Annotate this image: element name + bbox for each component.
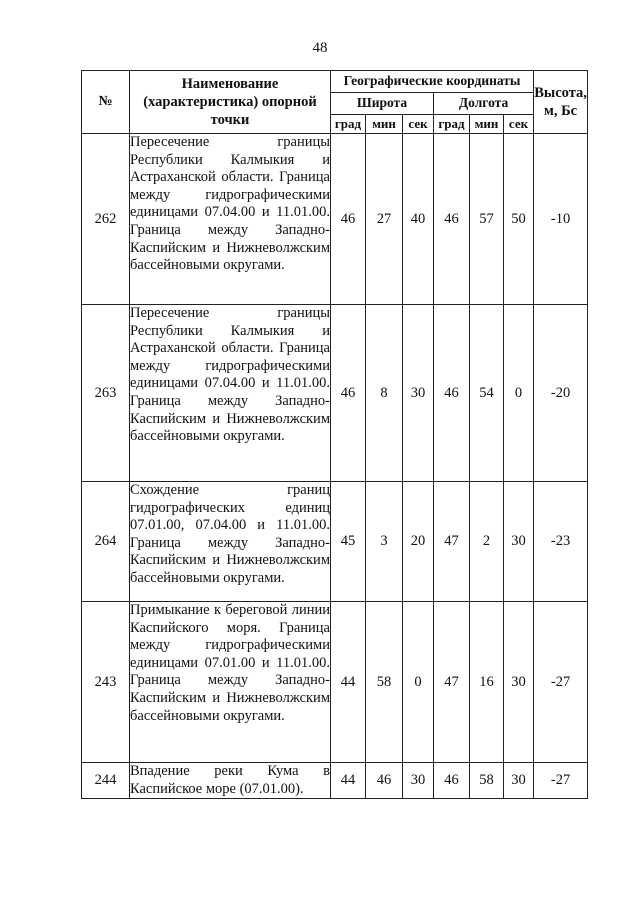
header-longitude: Долгота: [434, 93, 534, 115]
lon-sec: 50: [504, 134, 534, 305]
header-lat-deg: град: [331, 115, 366, 134]
header-number: №: [82, 71, 130, 134]
lon-deg: 47: [434, 482, 470, 602]
lat-min: 46: [366, 763, 403, 799]
header-geo-coordinates: Географические координаты: [331, 71, 534, 93]
lat-sec: 30: [403, 305, 434, 482]
lat-min: 3: [366, 482, 403, 602]
lat-sec: 40: [403, 134, 434, 305]
header-lon-sec: сек: [504, 115, 534, 134]
lon-deg: 46: [434, 763, 470, 799]
lat-sec: 30: [403, 763, 434, 799]
table-row: [82, 602, 588, 763]
row-name: Пересечение границы Республики Калмыкия и Астраханской области. Граница между гидрографическими единицами 07.04.00 и 11.01.00. Граница между Западно-Каспийским и Нижневолжским бассейновыми округами.: [130, 134, 331, 305]
lat-deg: 46: [331, 134, 366, 305]
lat-deg: 44: [331, 602, 366, 763]
lon-min: 57: [470, 134, 504, 305]
row-number: 243: [82, 602, 130, 763]
lon-deg: 47: [434, 602, 470, 763]
lat-min: 58: [366, 602, 403, 763]
height-value: -23: [534, 482, 588, 602]
coordinates-table: [81, 70, 588, 799]
row-number: 263: [82, 305, 130, 482]
lon-sec: 30: [504, 482, 534, 602]
header-latitude: Широта: [331, 93, 434, 115]
table-row: [82, 482, 588, 602]
lon-min: 16: [470, 602, 504, 763]
lat-min: 27: [366, 134, 403, 305]
lon-deg: 46: [434, 134, 470, 305]
table-row: [82, 763, 588, 799]
header-height: Высота, м, Бс: [534, 71, 588, 134]
lat-sec: 0: [403, 602, 434, 763]
lon-min: 2: [470, 482, 504, 602]
row-number: 244: [82, 763, 130, 799]
lon-sec: 0: [504, 305, 534, 482]
lon-sec: 30: [504, 602, 534, 763]
row-number: 262: [82, 134, 130, 305]
header-lat-min: мин: [366, 115, 403, 134]
lat-min: 8: [366, 305, 403, 482]
row-name: Примыкание к береговой линии Каспийского моря. Граница между гидрографическими единицами 07.01.00 и 11.01.00. Граница между Западно-Каспийским и Нижневолжским бассейновыми округами.: [130, 602, 331, 763]
height-value: -27: [534, 763, 588, 799]
height-value: -10: [534, 134, 588, 305]
lat-deg: 44: [331, 763, 366, 799]
lon-deg: 46: [434, 305, 470, 482]
header-lat-sec: сек: [403, 115, 434, 134]
lon-min: 54: [470, 305, 504, 482]
row-name: Пересечение границы Республики Калмыкия и Астраханской области. Граница между гидрографическими единицами 07.04.00 и 11.01.00. Граница между Западно-Каспийским и Нижневолжским бассейновыми округами.: [130, 305, 331, 482]
header-name: Наименование (характеристика) опорной точки: [130, 71, 331, 134]
height-value: -20: [534, 305, 588, 482]
table-row: [82, 305, 588, 482]
lat-sec: 20: [403, 482, 434, 602]
header-lon-deg: град: [434, 115, 470, 134]
row-number: 264: [82, 482, 130, 602]
lat-deg: 45: [331, 482, 366, 602]
lon-sec: 30: [504, 763, 534, 799]
height-value: -27: [534, 602, 588, 763]
lat-deg: 46: [331, 305, 366, 482]
page-number: 48: [312, 40, 328, 56]
table-row: [82, 134, 588, 305]
row-name: Впадение реки Кума в Каспийское море (07.01.00).: [130, 763, 331, 799]
lon-min: 58: [470, 763, 504, 799]
row-name: Схождение границ гидрографических единиц 07.01.00, 07.04.00 и 11.01.00. Граница между Западно-Каспийским и Нижневолжским бассейновыми округами.: [130, 482, 331, 602]
header-lon-min: мин: [470, 115, 504, 134]
